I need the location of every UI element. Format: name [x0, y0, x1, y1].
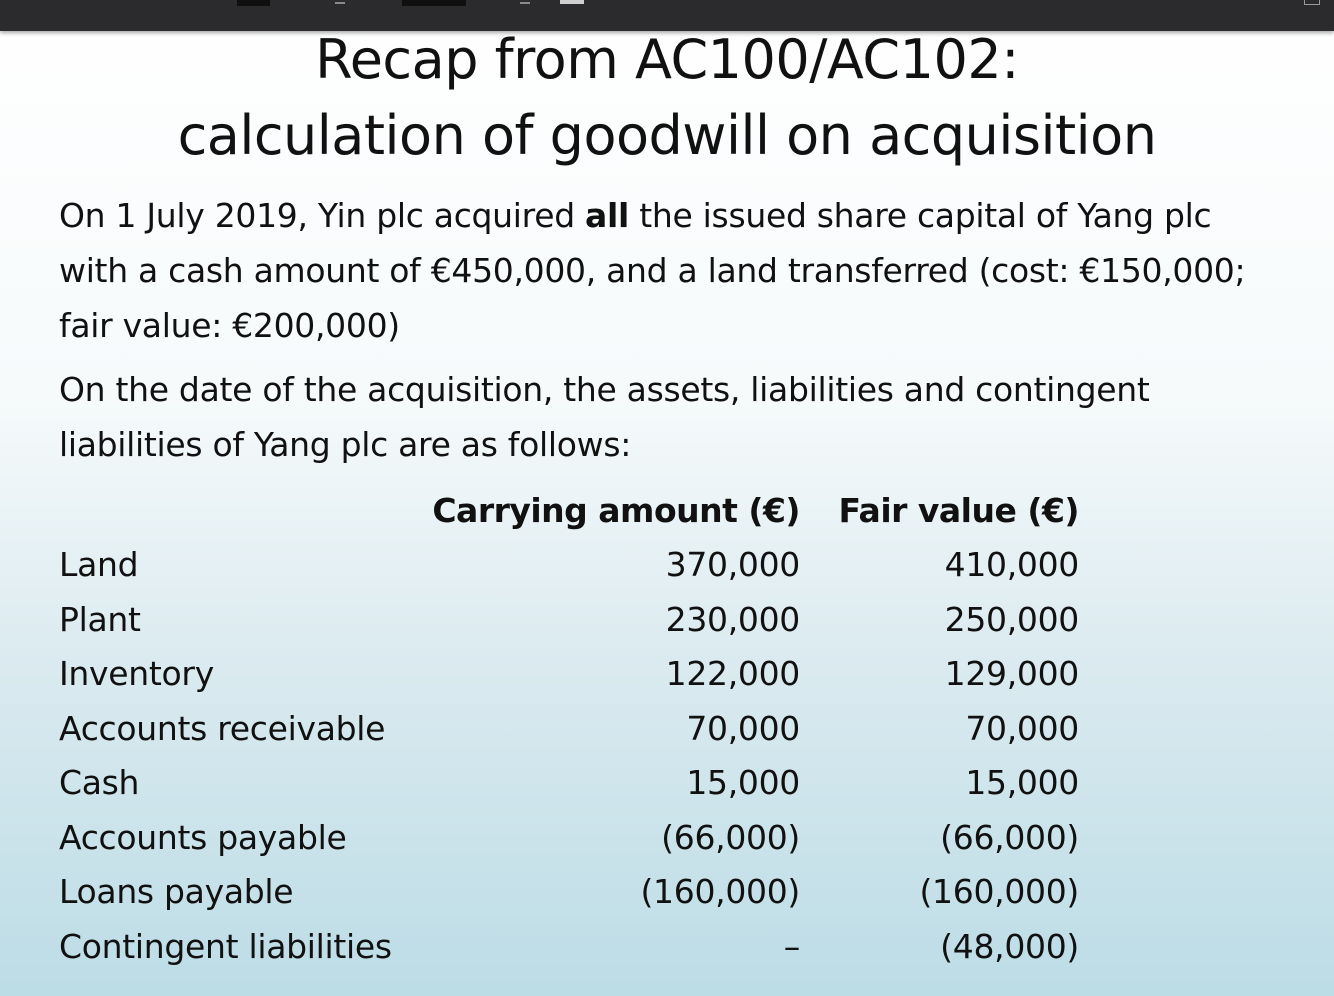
- row-label: Land: [59, 545, 139, 584]
- row-label: Loans payable: [59, 872, 294, 911]
- table-row: [0, 919, 1334, 974]
- table-row: [0, 864, 1334, 919]
- fair-value-cell: (160,000): [919, 872, 1079, 911]
- toolbar-separator: [520, 2, 530, 4]
- fair-value-cell: (66,000): [940, 818, 1079, 857]
- table-row: [0, 537, 1334, 592]
- row-label: Accounts payable: [59, 818, 347, 857]
- row-label: Accounts receivable: [59, 709, 386, 748]
- carrying-amount-cell: (160,000): [640, 872, 800, 911]
- row-label: Plant: [59, 600, 141, 639]
- carrying-amount-header: Carrying amount (€): [432, 491, 800, 530]
- intro-text-line-3: fair value: €200,000): [59, 306, 400, 345]
- intro-text-start: On 1 July 2019, Yin plc acquired: [59, 196, 586, 235]
- carrying-amount-cell: 70,000: [686, 709, 800, 748]
- carrying-amount-cell: –: [783, 927, 800, 966]
- toolbar-icon[interactable]: [560, 0, 584, 4]
- table-row: [0, 646, 1334, 701]
- toolbar-tab-1[interactable]: [237, 0, 270, 6]
- slide-title: [0, 22, 1334, 174]
- table-row: [0, 755, 1334, 810]
- slide-title-line-1: Recap from AC100/AC102:: [315, 28, 1019, 91]
- fair-value-cell: 410,000: [944, 545, 1079, 584]
- slide-title-line-2: calculation of goodwill on acquisition: [177, 104, 1157, 167]
- carrying-amount-cell: 122,000: [665, 654, 800, 693]
- carrying-amount-cell: 370,000: [665, 545, 800, 584]
- fair-value-cell: 129,000: [944, 654, 1079, 693]
- row-label: Contingent liabilities: [59, 927, 392, 966]
- balance-intro-paragraph: [59, 362, 1309, 472]
- intro-text-line-2: with a cash amount of €450,000, and a land transferred (cost: €150,000;: [59, 251, 1246, 290]
- fair-value-cell: 70,000: [965, 709, 1079, 748]
- intro-paragraph: [59, 188, 1309, 353]
- balance-intro-line-2: liabilities of Yang plc are as follows:: [59, 425, 632, 464]
- window-corner-icon[interactable]: [1304, 0, 1320, 5]
- table-row: [0, 701, 1334, 756]
- toolbar-separator: [335, 2, 345, 4]
- carrying-amount-cell: 230,000: [665, 600, 800, 639]
- fair-value-cell: 250,000: [944, 600, 1079, 639]
- fair-value-cell: (48,000): [940, 927, 1079, 966]
- fair-value-header: Fair value (€): [838, 491, 1079, 530]
- row-label: Inventory: [59, 654, 214, 693]
- toolbar-tab-2[interactable]: [402, 0, 466, 6]
- row-label: Cash: [59, 763, 140, 802]
- carrying-amount-cell: (66,000): [661, 818, 800, 857]
- balance-intro-line-1: On the date of the acquisition, the assets, liabilities and contingent: [59, 370, 1150, 409]
- carrying-amount-cell: 15,000: [686, 763, 800, 802]
- table-row: [0, 810, 1334, 865]
- intro-text-rest: the issued share capital of Yang plc: [629, 196, 1212, 235]
- fair-value-cell: 15,000: [965, 763, 1079, 802]
- table-row: [0, 592, 1334, 647]
- intro-bold-word: all: [585, 196, 630, 235]
